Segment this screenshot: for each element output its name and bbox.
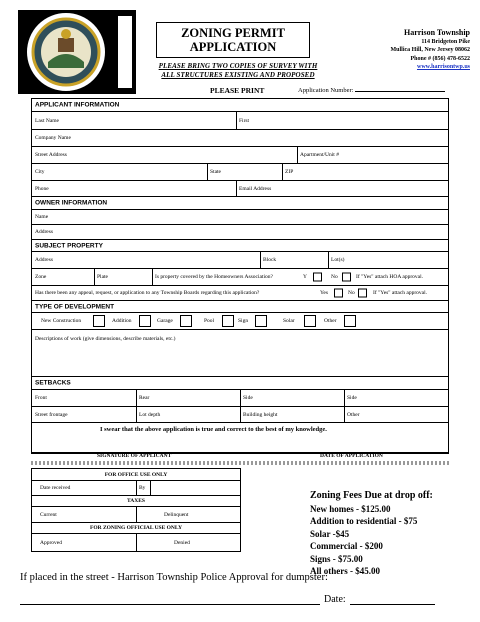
appeal-yes-checkbox[interactable] <box>334 289 343 298</box>
signature-line[interactable] <box>31 452 449 453</box>
owner-address-label: Address <box>35 229 54 235</box>
lot-depth-label: Lot depth <box>139 412 161 418</box>
phone-label: Phone <box>35 185 49 192</box>
addition-checkbox[interactable] <box>139 315 151 327</box>
appeal-no-label: No <box>348 290 355 296</box>
development-section-title: TYPE OF DEVELOPMENT <box>35 303 115 310</box>
other-label: Other <box>324 318 337 324</box>
approval-row[interactable] <box>32 534 240 551</box>
hoa-yes-checkbox[interactable] <box>313 273 322 282</box>
addition-label: Addition <box>112 318 132 324</box>
state-label: State <box>210 169 221 175</box>
zoning-fees <box>310 490 433 578</box>
taxes-header: TAXES <box>127 498 145 504</box>
zone-label: Zone <box>35 274 47 280</box>
approved-label: Approved <box>40 539 62 546</box>
denied-label: Denied <box>174 539 190 546</box>
form-title-line1: ZONING PERMIT <box>181 26 285 40</box>
survey-note-line2: ALL STRUCTURES EXISTING AND PROPOSED <box>161 71 315 79</box>
application-number-line[interactable] <box>355 91 445 92</box>
delinquent-label: Delinquent <box>164 511 189 518</box>
street-label: Street Address <box>35 152 67 158</box>
apartment-label: Apartment/Unit # <box>300 152 339 158</box>
setbacks-section-title: SETBACKS <box>35 379 71 387</box>
owner-section-header <box>32 197 448 210</box>
property-address-label: Address <box>35 257 54 263</box>
lots-label: Lot(s) <box>331 257 345 263</box>
building-height-label: Building height <box>243 412 278 418</box>
description-label: Descriptions of work (give dimensions, describe materials, etc.) <box>35 336 176 342</box>
signature-label: SIGNATURE OF APPLICANT <box>97 453 172 459</box>
dumpster-approval-line[interactable] <box>20 604 320 605</box>
side-1-label: Side <box>243 395 253 401</box>
phone-row[interactable] <box>32 181 448 197</box>
first-name-label: First <box>239 117 250 124</box>
form-title-line2: APPLICATION <box>189 40 277 54</box>
street-frontage-label: Street frontage <box>35 412 68 418</box>
email-label: Email Address <box>239 185 272 192</box>
city-label: City <box>35 169 45 175</box>
hoa-no-label: No <box>331 274 338 280</box>
hoa-question: Is property covered by the Homeowners Association? <box>155 274 273 280</box>
company-row[interactable] <box>32 130 448 147</box>
form-title-box <box>156 22 310 58</box>
setbacks-row-1[interactable] <box>32 390 448 407</box>
appeal-note: If "Yes" attach approval. <box>373 290 428 296</box>
office-use-box <box>31 468 241 552</box>
pool-label: Pool <box>204 318 215 324</box>
last-name-label: Last Name <box>35 117 59 124</box>
sign-label: Sign <box>238 318 249 324</box>
date-of-application-label: DATE OF APPLICATION <box>320 453 383 459</box>
office-use-header: FOR OFFICE USE ONLY <box>104 471 168 478</box>
garage-checkbox[interactable] <box>180 315 192 327</box>
name-row[interactable] <box>32 112 448 130</box>
setbacks-bottom-border <box>31 422 449 423</box>
application-form <box>31 98 449 454</box>
zone-row[interactable] <box>32 269 448 286</box>
application-number-label: Application Number: <box>298 87 354 94</box>
new-construction-label: New Construction <box>41 318 82 324</box>
fee-item: Signs - $75.00 <box>310 553 363 564</box>
township-seal <box>18 10 136 94</box>
hoa-note: If "Yes" attach HOA approval. <box>356 274 424 280</box>
pool-checkbox[interactable] <box>222 315 234 327</box>
footer-date-label: Date: <box>324 594 346 605</box>
property-section-title: SUBJECT PROPERTY <box>35 242 103 249</box>
survey-note <box>150 62 326 80</box>
property-address-row[interactable] <box>32 252 448 269</box>
city-row[interactable] <box>32 164 448 181</box>
township-phone: Phone # (856) 478-6522 <box>410 55 470 62</box>
fee-item: New homes - $125.00 <box>310 503 391 514</box>
fee-item: Addition to residential - $75 <box>310 516 418 526</box>
taxes-header-row <box>32 496 240 507</box>
survey-note-line1: PLEASE BRING TWO COPIES OF SURVEY WITH <box>158 62 318 70</box>
zoning-official-header: FOR ZONING OFFICIAL USE ONLY <box>89 525 183 531</box>
setbacks-section-header <box>32 377 448 390</box>
fee-item: All others - $45.00 <box>310 566 380 576</box>
description-row[interactable] <box>32 330 448 377</box>
owner-section-title: OWNER INFORMATION <box>35 199 108 207</box>
hoa-yes-label: Y <box>303 274 307 280</box>
hoa-no-checkbox[interactable] <box>342 273 351 282</box>
development-section-header <box>32 301 448 313</box>
fee-item: Commercial - $200 <box>310 541 383 551</box>
owner-address-row[interactable] <box>32 225 448 240</box>
office-header-row <box>32 469 240 481</box>
township-contact <box>336 28 470 72</box>
cut-line <box>31 461 449 465</box>
solar-label: Solar <box>283 318 295 324</box>
appeal-row[interactable] <box>32 286 448 301</box>
township-name: Harrison Township <box>403 28 470 37</box>
rear-label: Rear <box>139 395 150 401</box>
by-label: By <box>139 485 146 491</box>
new-construction-checkbox[interactable] <box>93 315 105 327</box>
appeal-question: Has there been any appeal, request, or application to any Township Boards regarding this application? <box>35 290 260 296</box>
zip-label: ZIP <box>285 169 294 175</box>
garage-label: Garage <box>157 318 173 324</box>
company-label: Company Name <box>35 135 71 141</box>
township-website-link[interactable]: www.harrisontwp.us <box>416 64 470 71</box>
front-label: Front <box>35 395 47 401</box>
application-number-field[interactable] <box>298 87 445 94</box>
zoning-header-row <box>32 523 240 534</box>
dumpster-note: If placed in the street - Harrison Township Police Approval for dumpster: <box>20 572 328 583</box>
owner-name-label: Name <box>35 214 49 220</box>
date-received-row[interactable] <box>32 481 240 496</box>
taxes-row[interactable] <box>32 507 240 523</box>
township-street: 114 Bridgeton Pike <box>421 39 470 45</box>
fees-heading: Zoning Fees Due at drop off: <box>310 490 433 501</box>
plate-label: Plate <box>97 274 108 280</box>
sign-checkbox[interactable] <box>255 315 267 327</box>
footer-date-line[interactable] <box>350 604 435 605</box>
applicant-section-header <box>32 99 448 112</box>
property-section-header <box>32 240 448 252</box>
appeal-no-checkbox[interactable] <box>358 289 367 298</box>
development-types-row[interactable] <box>32 313 448 330</box>
solar-checkbox[interactable] <box>304 315 316 327</box>
block-label: Block <box>263 257 277 263</box>
setback-other-label: Other <box>347 412 360 418</box>
please-print: PLEASE PRINT <box>210 86 265 95</box>
other-checkbox[interactable] <box>344 315 356 327</box>
current-label: Current <box>40 511 57 518</box>
setbacks-row-2[interactable] <box>32 407 448 423</box>
fee-item: Solar -$45 <box>310 528 350 539</box>
street-row[interactable] <box>32 147 448 164</box>
side-2-label: Side <box>347 395 357 401</box>
appeal-yes-label: Yes <box>320 290 329 296</box>
owner-name-row[interactable] <box>32 210 448 225</box>
date-received-label: Date received <box>40 485 71 491</box>
township-city: Mullica Hill, New Jersey 08062 <box>390 47 470 54</box>
applicant-section-title: APPLICANT INFORMATION <box>35 101 120 109</box>
oath-statement: I swear that the above application is true and correct to the best of my knowledge. <box>100 426 327 433</box>
